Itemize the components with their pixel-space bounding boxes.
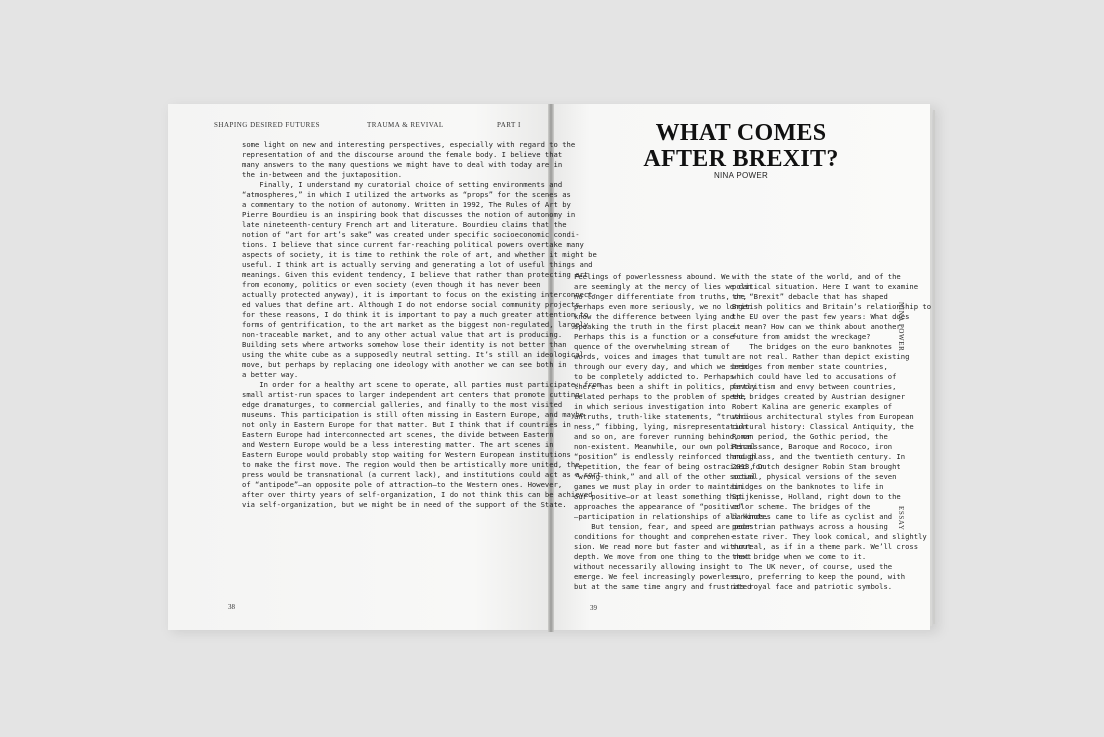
article-title-line-1: WHAT COMES	[655, 120, 827, 146]
side-label-category: ESSAY	[897, 506, 905, 531]
running-head-book-title: SHAPING DESIRED FUTURES	[214, 121, 321, 129]
page-number-left: 38	[228, 603, 235, 611]
running-head-part: PART I	[497, 121, 521, 129]
article-column-2: with the state of the world, and of the political situation. Here I want to examine the “Brexit” debacle that has shaped British politics and Britain’s relationship to the EU over the past few years: What does it mean? How can we think about another future from amidst the wreckage? The bridges on the euro banknotes are not real. Rather than depict existing bridges from member state countries, which could have led to accusations of favoritism and envy between countries, the bridges created by Austrian designer Robert Kalina are generic examples of various architectural styles from European cultural history: Classical Antiquity, the Roman period, the Gothic period, the Renaissance, Baroque and Rococo, iron and glass, and the twentieth century. In 2013, Dutch designer Robin Stam brought actual, physical versions of the seven bridges on the banknotes to life in Spijkenisse, Holland, right down to the color scheme. The bridges of the banknotes came to life as cyclist and pedestrian pathways across a housing estate river. They look comical, and slightly surreal, as if in a theme park. We’ll cross that bridge when we come to it. The UK never, of course, used the euro, preferring to keep the pound, with its royal face and patriotic symbols.	[732, 272, 932, 591]
running-head-section: TRAUMA & REVIVAL	[367, 121, 444, 129]
article-title-line-2: AFTER BREXIT?	[643, 146, 839, 172]
article-column-1: Feelings of powerlessness abound. We are seemingly at the mercy of lies we can no longer differentiate from truths, or, perhaps even more seriously, we no longer know the difference between lying and speaking the truth in the first place. Perhaps this is a function or a conse- quence of the overwhelming stream of words, voices and images that tumult through our every day, and which we seem to be completely addicted to. Perhaps there has been a shift in politics, partly related perhaps to the problem of speed, in which serious investigation into untruths, truth-like statements, “truthi- ness,” fibbing, lying, misrepresentation and so on, are forever running behind, or non-existent. Meanwhile, our own political “position” is endlessly reinforced through repetition, the fear of being ostracized for “wrong-think,” and all of the other social games we must play in order to maintain our positive—or at least something that approaches the appearance of “positive” —participation in relationships of all kinds. But tension, fear, and speed are poor conditions for thought and comprehen- sion. We read more but faster and without depth. We move from one thing to the next without necessarily allowing insight to emerge. We feel increasingly powerless, but at the same time angry and frustrated	[574, 272, 769, 591]
side-label-author: NINA POWER	[897, 302, 905, 352]
page-edge	[933, 110, 935, 624]
left-page-body-text: some light on new and interesting perspectives, especially with regard to the representation of and the discourse around the female body. I believe that many answers to the many questions we might have to deal with today are in the in-between and the juxtaposition. Finally, I understand my curatorial choice of setting environments and “atmospheres,” in which I utilized the artworks as “props” for the scenes as a commentary to the notion of autonomy. Written in 1992, The Rules of Art by Pierre Bourdieu is an inspiring book that discusses the notion of autonomy in late nineteenth-century French art and literature. Bourdieu claims that the notion of “art for art’s sake” was created under specific socioeconomic condi- tions. I believe that since current far-reaching political powers overtake many aspects of society, it is time to rethink the role of art, and whether it might be useful. I think art is actually serving and generating a lot of useful things and meanings. Given this evident tendency, I believe that rather than protecting art from economy, politics or even society (even though it has never been actually protected anyway), it is important to focus on the existing interconnect- ed values that define art. Although I do not endorse social community projects for these reasons, I do think it is important to pay a much greater attention to forms of gentrification, to the art market as the biggest non-regulated, largely non-traceable market, and to any other actual value that art is producing. Building sets where artworks somehow lose their identity is not better than using the white cube as a supposedly neutral setting. It’s still an ideological move, but perhaps by replacing one ideology with another we can see both in a better way. In order for a healthy art scene to operate, all parties must participate: from small artist-run spaces to larger independent art centers that promote cutting- edge dramaturges, to commercial galleries, and finally to the most visited museums. This participation is still often missing in Eastern Europe, and maybe not only in Eastern Europe for that matter. But I think that if countries in Eastern Europe had interconnected art scenes, the divide between Eastern and Western Europe would be a less interesting matter. The art scenes in Eastern Europe would probably stop waiting for Western European institutions to make the first move. The region would then be artistically more united, the press would be transnational (a current lack), and institutions could act as a sort of “antipode”—an opposite pole of attraction—to the Western ones. However, after over thirty years of self-organization, I do not think this can be achieved via self-organization, but we might be in need of the support of the State.	[242, 140, 602, 509]
article-title	[552, 120, 930, 172]
page-number-right: 39	[590, 604, 597, 612]
article-author: NINA POWER	[713, 171, 769, 180]
